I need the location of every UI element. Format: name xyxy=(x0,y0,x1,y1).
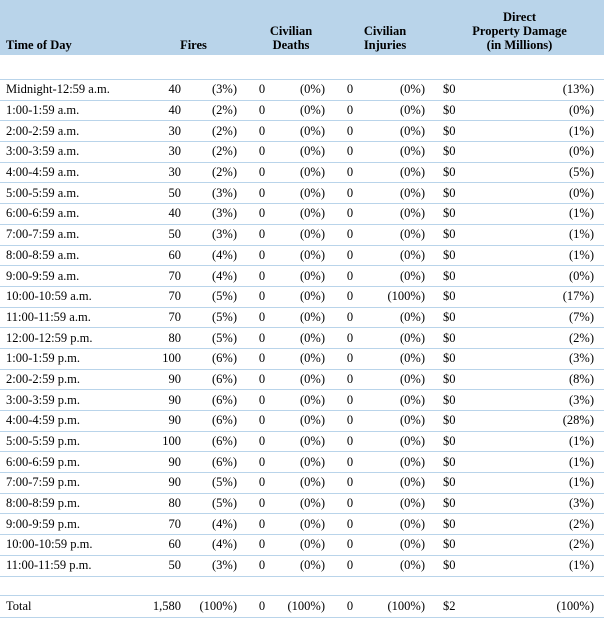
deaths-percent: (0%) xyxy=(277,411,335,432)
damage-value: $0 xyxy=(435,204,495,225)
spacer-row xyxy=(0,576,604,595)
injuries-percent: (0%) xyxy=(365,452,435,473)
table-row xyxy=(0,245,604,266)
header-property-damage-line1: Direct xyxy=(502,10,537,24)
header-fires: Fires xyxy=(140,0,247,55)
header-civilian-deaths-line1: Civilian xyxy=(269,24,313,38)
table-row xyxy=(0,80,604,101)
fires-percent: (5%) xyxy=(185,307,247,328)
damage-percent: (0%) xyxy=(495,100,604,121)
injuries-value: 0 xyxy=(335,473,365,494)
fires-value: 30 xyxy=(140,162,185,183)
injuries-value: 0 xyxy=(335,595,365,617)
deaths-percent: (0%) xyxy=(277,369,335,390)
fires-value: 30 xyxy=(140,142,185,163)
deaths-percent: (0%) xyxy=(277,204,335,225)
deaths-value: 0 xyxy=(247,535,277,556)
header-civilian-injuries xyxy=(335,0,435,55)
damage-value: $2 xyxy=(435,595,495,617)
deaths-value: 0 xyxy=(247,493,277,514)
injuries-value: 0 xyxy=(335,535,365,556)
time-label: 3:00-3:59 p.m. xyxy=(0,390,140,411)
deaths-percent: (0%) xyxy=(277,307,335,328)
table-row xyxy=(0,162,604,183)
deaths-percent: (0%) xyxy=(277,493,335,514)
injuries-percent: (0%) xyxy=(365,100,435,121)
deaths-value: 0 xyxy=(247,80,277,101)
table-row xyxy=(0,121,604,142)
fires-value: 60 xyxy=(140,535,185,556)
table-row xyxy=(0,183,604,204)
deaths-percent: (0%) xyxy=(277,452,335,473)
fires-value: 1,580 xyxy=(140,595,185,617)
injuries-percent: (0%) xyxy=(365,555,435,576)
injuries-percent: (0%) xyxy=(365,431,435,452)
injuries-value: 0 xyxy=(335,452,365,473)
deaths-percent: (0%) xyxy=(277,80,335,101)
deaths-percent: (0%) xyxy=(277,183,335,204)
injuries-percent: (0%) xyxy=(365,204,435,225)
time-label: 9:00-9:59 p.m. xyxy=(0,514,140,535)
time-label: 1:00-1:59 a.m. xyxy=(0,100,140,121)
fires-percent: (3%) xyxy=(185,224,247,245)
deaths-value: 0 xyxy=(247,369,277,390)
injuries-percent: (0%) xyxy=(365,80,435,101)
damage-value: $0 xyxy=(435,348,495,369)
fires-percent: (5%) xyxy=(185,493,247,514)
injuries-value: 0 xyxy=(335,204,365,225)
injuries-value: 0 xyxy=(335,307,365,328)
time-label: 12:00-12:59 p.m. xyxy=(0,328,140,349)
time-label: 1:00-1:59 p.m. xyxy=(0,348,140,369)
fires-value: 40 xyxy=(140,100,185,121)
damage-percent: (1%) xyxy=(495,224,604,245)
time-label: 8:00-8:59 p.m. xyxy=(0,493,140,514)
fires-percent: (5%) xyxy=(185,473,247,494)
injuries-value: 0 xyxy=(335,121,365,142)
damage-percent: (0%) xyxy=(495,266,604,287)
damage-value: $0 xyxy=(435,473,495,494)
damage-value: $0 xyxy=(435,100,495,121)
fires-value: 50 xyxy=(140,224,185,245)
deaths-value: 0 xyxy=(247,328,277,349)
fires-percent: (2%) xyxy=(185,100,247,121)
deaths-percent: (0%) xyxy=(277,224,335,245)
time-label: 10:00-10:59 a.m. xyxy=(0,286,140,307)
deaths-percent: (0%) xyxy=(277,514,335,535)
damage-value: $0 xyxy=(435,162,495,183)
damage-percent: (2%) xyxy=(495,328,604,349)
time-label: 3:00-3:59 a.m. xyxy=(0,142,140,163)
damage-percent: (0%) xyxy=(495,142,604,163)
damage-percent: (0%) xyxy=(495,183,604,204)
injuries-percent: (0%) xyxy=(365,266,435,287)
deaths-percent: (0%) xyxy=(277,348,335,369)
time-label: 7:00-7:59 p.m. xyxy=(0,473,140,494)
header-civilian-injuries-line1: Civilian xyxy=(363,24,407,38)
damage-value: $0 xyxy=(435,452,495,473)
injuries-value: 0 xyxy=(335,224,365,245)
injuries-percent: (100%) xyxy=(365,595,435,617)
damage-percent: (1%) xyxy=(495,204,604,225)
deaths-percent: (0%) xyxy=(277,121,335,142)
table-row xyxy=(0,328,604,349)
table-row xyxy=(0,286,604,307)
damage-percent: (3%) xyxy=(495,390,604,411)
injuries-percent: (0%) xyxy=(365,183,435,204)
deaths-value: 0 xyxy=(247,514,277,535)
table-row xyxy=(0,307,604,328)
deaths-percent: (0%) xyxy=(277,100,335,121)
injuries-percent: (0%) xyxy=(365,307,435,328)
damage-value: $0 xyxy=(435,307,495,328)
damage-percent: (7%) xyxy=(495,307,604,328)
injuries-value: 0 xyxy=(335,411,365,432)
fires-value: 90 xyxy=(140,452,185,473)
total-row xyxy=(0,595,604,617)
injuries-value: 0 xyxy=(335,514,365,535)
deaths-value: 0 xyxy=(247,307,277,328)
fires-value: 50 xyxy=(140,183,185,204)
fires-percent: (6%) xyxy=(185,431,247,452)
fires-value: 80 xyxy=(140,328,185,349)
header-civilian-deaths-line2: Deaths xyxy=(272,38,310,52)
damage-value: $0 xyxy=(435,142,495,163)
deaths-value: 0 xyxy=(247,473,277,494)
table-row xyxy=(0,452,604,473)
fires-percent: (2%) xyxy=(185,142,247,163)
header-civilian-deaths xyxy=(247,0,335,55)
damage-percent: (1%) xyxy=(495,452,604,473)
table-row xyxy=(0,142,604,163)
time-label: Midnight-12:59 a.m. xyxy=(0,80,140,101)
deaths-value: 0 xyxy=(247,286,277,307)
header-property-damage-line2: Property Damage xyxy=(472,24,567,38)
damage-percent: (8%) xyxy=(495,369,604,390)
fires-value: 60 xyxy=(140,245,185,266)
deaths-value: 0 xyxy=(247,595,277,617)
damage-percent: (17%) xyxy=(495,286,604,307)
injuries-value: 0 xyxy=(335,100,365,121)
fires-percent: (6%) xyxy=(185,348,247,369)
fires-percent: (6%) xyxy=(185,390,247,411)
deaths-value: 0 xyxy=(247,183,277,204)
injuries-value: 0 xyxy=(335,266,365,287)
damage-percent: (1%) xyxy=(495,245,604,266)
fires-value: 40 xyxy=(140,80,185,101)
damage-value: $0 xyxy=(435,80,495,101)
fires-value: 90 xyxy=(140,473,185,494)
damage-percent: (28%) xyxy=(495,411,604,432)
injuries-percent: (0%) xyxy=(365,514,435,535)
time-label: Total xyxy=(0,595,140,617)
table-row xyxy=(0,514,604,535)
deaths-value: 0 xyxy=(247,121,277,142)
time-label: 4:00-4:59 p.m. xyxy=(0,411,140,432)
fires-percent: (3%) xyxy=(185,80,247,101)
deaths-percent: (0%) xyxy=(277,535,335,556)
damage-value: $0 xyxy=(435,328,495,349)
table-row xyxy=(0,535,604,556)
deaths-value: 0 xyxy=(247,162,277,183)
injuries-value: 0 xyxy=(335,245,365,266)
fires-percent: (5%) xyxy=(185,286,247,307)
damage-percent: (3%) xyxy=(495,493,604,514)
deaths-percent: (0%) xyxy=(277,142,335,163)
table-row xyxy=(0,555,604,576)
deaths-value: 0 xyxy=(247,266,277,287)
deaths-value: 0 xyxy=(247,142,277,163)
injuries-percent: (0%) xyxy=(365,328,435,349)
deaths-percent: (0%) xyxy=(277,162,335,183)
deaths-percent: (0%) xyxy=(277,328,335,349)
fires-value: 70 xyxy=(140,307,185,328)
header-property-damage xyxy=(435,0,604,55)
table-row xyxy=(0,493,604,514)
damage-percent: (1%) xyxy=(495,473,604,494)
table-row xyxy=(0,431,604,452)
deaths-percent: (0%) xyxy=(277,266,335,287)
spacer-row xyxy=(0,55,604,80)
fires-percent: (3%) xyxy=(185,183,247,204)
deaths-value: 0 xyxy=(247,100,277,121)
fires-value: 90 xyxy=(140,390,185,411)
deaths-value: 0 xyxy=(247,390,277,411)
damage-percent: (1%) xyxy=(495,431,604,452)
table-row xyxy=(0,390,604,411)
injuries-value: 0 xyxy=(335,348,365,369)
injuries-percent: (0%) xyxy=(365,535,435,556)
fires-value: 100 xyxy=(140,348,185,369)
injuries-value: 0 xyxy=(335,162,365,183)
injuries-percent: (0%) xyxy=(365,162,435,183)
injuries-value: 0 xyxy=(335,369,365,390)
injuries-value: 0 xyxy=(335,493,365,514)
damage-value: $0 xyxy=(435,555,495,576)
table-row xyxy=(0,369,604,390)
damage-percent: (1%) xyxy=(495,555,604,576)
deaths-value: 0 xyxy=(247,452,277,473)
injuries-percent: (0%) xyxy=(365,224,435,245)
deaths-percent: (0%) xyxy=(277,245,335,266)
damage-percent: (13%) xyxy=(495,80,604,101)
fires-percent: (4%) xyxy=(185,266,247,287)
injuries-percent: (0%) xyxy=(365,142,435,163)
fires-percent: (2%) xyxy=(185,121,247,142)
fires-value: 80 xyxy=(140,493,185,514)
injuries-value: 0 xyxy=(335,183,365,204)
fires-percent: (6%) xyxy=(185,452,247,473)
damage-value: $0 xyxy=(435,286,495,307)
deaths-percent: (0%) xyxy=(277,431,335,452)
injuries-percent: (0%) xyxy=(365,390,435,411)
damage-value: $0 xyxy=(435,535,495,556)
injuries-percent: (0%) xyxy=(365,411,435,432)
time-label: 2:00-2:59 p.m. xyxy=(0,369,140,390)
injuries-value: 0 xyxy=(335,142,365,163)
damage-value: $0 xyxy=(435,121,495,142)
damage-percent: (2%) xyxy=(495,514,604,535)
damage-value: $0 xyxy=(435,431,495,452)
table-row xyxy=(0,224,604,245)
injuries-value: 0 xyxy=(335,286,365,307)
deaths-value: 0 xyxy=(247,224,277,245)
damage-percent: (3%) xyxy=(495,348,604,369)
damage-value: $0 xyxy=(435,183,495,204)
time-label: 6:00-6:59 a.m. xyxy=(0,204,140,225)
injuries-percent: (0%) xyxy=(365,369,435,390)
fires-value: 70 xyxy=(140,266,185,287)
fires-value: 70 xyxy=(140,514,185,535)
fires-percent: (100%) xyxy=(185,595,247,617)
damage-value: $0 xyxy=(435,266,495,287)
fires-percent: (2%) xyxy=(185,162,247,183)
damage-value: $0 xyxy=(435,245,495,266)
time-label: 9:00-9:59 a.m. xyxy=(0,266,140,287)
damage-value: $0 xyxy=(435,411,495,432)
injuries-percent: (0%) xyxy=(365,493,435,514)
damage-value: $0 xyxy=(435,493,495,514)
fires-percent: (6%) xyxy=(185,369,247,390)
time-label: 6:00-6:59 p.m. xyxy=(0,452,140,473)
table-row xyxy=(0,473,604,494)
fires-percent: (4%) xyxy=(185,245,247,266)
fires-percent: (6%) xyxy=(185,411,247,432)
time-label: 2:00-2:59 a.m. xyxy=(0,121,140,142)
deaths-value: 0 xyxy=(247,431,277,452)
injuries-percent: (0%) xyxy=(365,121,435,142)
injuries-value: 0 xyxy=(335,328,365,349)
header-civilian-injuries-line2: Injuries xyxy=(363,38,407,52)
fires-percent: (5%) xyxy=(185,328,247,349)
injuries-value: 0 xyxy=(335,80,365,101)
deaths-value: 0 xyxy=(247,245,277,266)
damage-percent: (5%) xyxy=(495,162,604,183)
deaths-value: 0 xyxy=(247,411,277,432)
fires-value: 40 xyxy=(140,204,185,225)
deaths-value: 0 xyxy=(247,348,277,369)
injuries-value: 0 xyxy=(335,555,365,576)
damage-value: $0 xyxy=(435,369,495,390)
time-label: 5:00-5:59 p.m. xyxy=(0,431,140,452)
table-row xyxy=(0,204,604,225)
damage-value: $0 xyxy=(435,514,495,535)
header-property-damage-line3: (in Millions) xyxy=(486,38,553,52)
fires-percent: (4%) xyxy=(185,514,247,535)
header-time-of-day: Time of Day xyxy=(0,0,140,55)
damage-percent: (100%) xyxy=(495,595,604,617)
table-row xyxy=(0,411,604,432)
fires-value: 90 xyxy=(140,411,185,432)
injuries-value: 0 xyxy=(335,431,365,452)
injuries-percent: (100%) xyxy=(365,286,435,307)
damage-value: $0 xyxy=(435,390,495,411)
damage-value: $0 xyxy=(435,224,495,245)
injuries-percent: (0%) xyxy=(365,473,435,494)
time-label: 8:00-8:59 a.m. xyxy=(0,245,140,266)
injuries-value: 0 xyxy=(335,390,365,411)
deaths-percent: (0%) xyxy=(277,390,335,411)
fires-value: 70 xyxy=(140,286,185,307)
fires-percent: (4%) xyxy=(185,535,247,556)
deaths-percent: (0%) xyxy=(277,555,335,576)
deaths-percent: (100%) xyxy=(277,595,335,617)
injuries-percent: (0%) xyxy=(365,348,435,369)
time-label: 11:00-11:59 a.m. xyxy=(0,307,140,328)
time-label: 5:00-5:59 a.m. xyxy=(0,183,140,204)
time-label: 10:00-10:59 p.m. xyxy=(0,535,140,556)
table-row xyxy=(0,266,604,287)
fires-value: 30 xyxy=(140,121,185,142)
injuries-percent: (0%) xyxy=(365,245,435,266)
fires-percent: (3%) xyxy=(185,555,247,576)
deaths-value: 0 xyxy=(247,555,277,576)
fires-value: 100 xyxy=(140,431,185,452)
time-label: 4:00-4:59 a.m. xyxy=(0,162,140,183)
deaths-value: 0 xyxy=(247,204,277,225)
fires-percent: (3%) xyxy=(185,204,247,225)
table-row xyxy=(0,348,604,369)
time-label: 7:00-7:59 a.m. xyxy=(0,224,140,245)
fires-value: 90 xyxy=(140,369,185,390)
damage-percent: (1%) xyxy=(495,121,604,142)
fires-value: 50 xyxy=(140,555,185,576)
damage-percent: (2%) xyxy=(495,535,604,556)
header-row xyxy=(0,0,604,55)
deaths-percent: (0%) xyxy=(277,286,335,307)
time-label: 11:00-11:59 p.m. xyxy=(0,555,140,576)
table-row xyxy=(0,100,604,121)
deaths-percent: (0%) xyxy=(277,473,335,494)
